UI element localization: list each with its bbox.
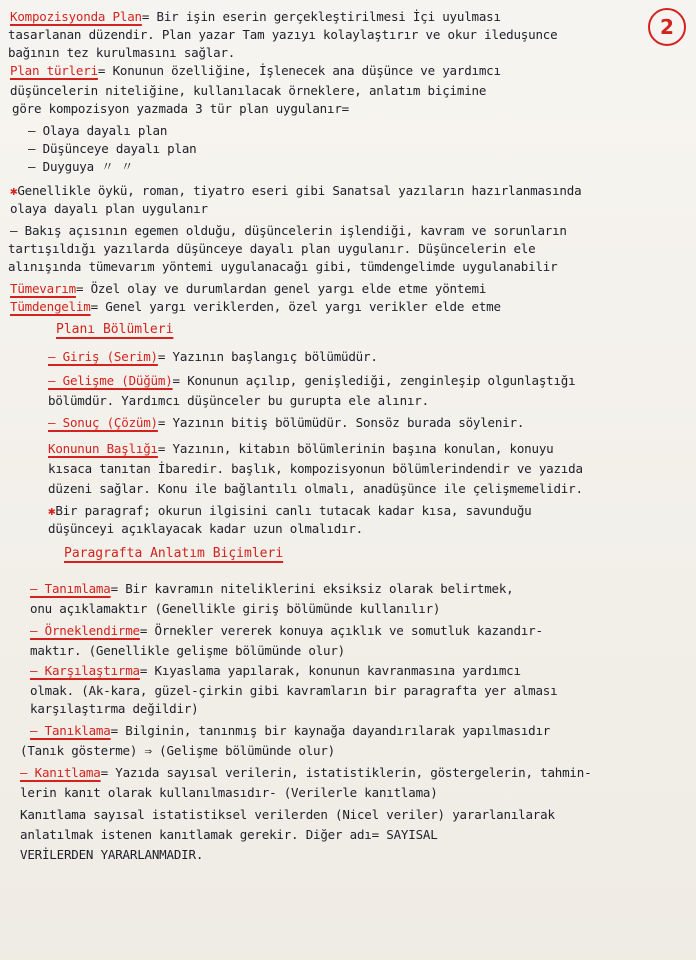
note-text: onu açıklamaktır (Genellikle giriş bölümünde kullanılır) [30, 601, 441, 616]
note-term: — Tanıklama [30, 723, 111, 738]
note-term: Tümdengelim [10, 299, 91, 314]
note-line [28, 122, 690, 140]
note-line [8, 26, 690, 44]
note-line [20, 826, 690, 844]
note-term: Plan türleri [10, 63, 98, 78]
note-line [30, 700, 690, 718]
note-line [10, 298, 690, 316]
section-heading: Paragrafta Anlatım Biçimleri [64, 546, 284, 561]
note-text: maktır. (Genellikle gelişme bölümünde olur) [30, 643, 346, 658]
note-text: göre kompozisyon yazmada 3 tür plan uygulanır= [12, 101, 349, 116]
note-line [10, 222, 690, 240]
note-text: alınışında tümevarım yöntemi uygulanacağı gibi, tümdengelimde uygulanabilir [8, 259, 558, 274]
note-term: Konunun Başlığı [48, 441, 158, 456]
note-text: Bir paragraf; okurun ilgisini canlı tutacak kadar kısa, savunduğu [55, 503, 532, 518]
note-line [20, 806, 690, 824]
section-heading: Planı Bölümleri [56, 322, 174, 337]
note-text: anlatılmak istenen kanıtlamak gerekir. Diğer adı= SAYISAL [20, 827, 438, 842]
note-text: = Yazının başlangıç bölümüdür. [157, 349, 378, 364]
note-term: — Sonuç (Çözüm) [48, 415, 158, 430]
note-text: = Genel yargı veriklerden, özel yargı verikler elde etme [90, 299, 501, 314]
note-line [48, 460, 690, 478]
note-line [10, 182, 690, 200]
note-text: — Duyguya 〃 〃 [28, 159, 134, 174]
note-term: Kompozisyonda Plan [10, 9, 142, 24]
note-text: = Kıyaslama yapılarak, konunun kavranmasına yardımcı [139, 663, 521, 678]
note-text: lerin kanıt olarak kullanılmasıdır- (Verilerle kanıtlama) [20, 785, 438, 800]
note-text: — Olaya dayalı plan [28, 123, 168, 138]
note-term: Tümevarım [10, 281, 76, 296]
note-text: = Bir işin eserin gerçekleştirilmesi İçi uyulması [141, 9, 501, 24]
note-line [48, 392, 690, 410]
note-line [48, 414, 690, 432]
note-line [48, 502, 690, 520]
note-text: — Düşünceye dayalı plan [28, 141, 197, 156]
note-line [28, 158, 690, 176]
note-text: karşılaştırma değildir) [30, 701, 199, 716]
note-line [30, 622, 690, 640]
note-line [48, 348, 690, 366]
note-text: = Örnekler vererek konuya açıklık ve somutluk kazandır- [139, 623, 543, 638]
note-line [8, 44, 690, 62]
note-line [48, 520, 690, 538]
note-text: = Bir kavramın niteliklerini eksiksiz olarak belirtmek, [110, 581, 514, 596]
note-line [30, 600, 690, 618]
note-term: — Gelişme (Düğüm) [48, 373, 173, 388]
note-text: VERİLERDEN YARARLANMADIR. [20, 847, 204, 862]
note-text: = Konunun açılıp, genişlediği, zenginleşip olgunlaştığı [172, 373, 576, 388]
note-text: olaya dayalı plan uygulanır [10, 201, 208, 216]
note-line [30, 682, 690, 700]
note-line [8, 258, 690, 276]
note-line [20, 846, 690, 864]
note-text: — Bakış açısının egemen olduğu, düşüncelerin işlendiği, kavram ve sorunların [10, 223, 567, 238]
note-line [10, 200, 690, 218]
note-line [30, 642, 690, 660]
note-term: — Karşılaştırma [30, 663, 140, 678]
note-text: bölümdür. Yardımcı düşünceler bu gurupta ele alınır. [48, 393, 429, 408]
note-term: — Örneklendirme [30, 623, 140, 638]
star-icon: ✱ [10, 183, 18, 198]
note-text: = Yazıda sayısal verilerin, istatistiklerin, göstergelerin, tahmin- [100, 765, 592, 780]
note-text: Genellikle öykü, roman, tiyatro eseri gibi Sanatsal yazıların hazırlanmasında [17, 183, 582, 198]
note-line [8, 240, 690, 258]
note-line [48, 480, 690, 498]
note-line [48, 372, 690, 390]
note-text: = Özel olay ve durumlardan genel yargı elde etme yöntemi [75, 281, 487, 296]
note-line [10, 82, 690, 100]
note-text: düzeni sağlar. Konu ile bağlantılı olmalı, anadüşünce ile çelişmemelidir. [48, 481, 583, 496]
note-text: düşüncelerin niteliğine, kullanılacak örneklere, anlatım biçimine [10, 83, 487, 98]
page-number: 2 [648, 8, 686, 46]
note-line [10, 280, 690, 298]
note-text: (Tanık gösterme) ⇒ (Gelişme bölümünde olur) [20, 743, 336, 758]
note-text: bağının tez kurulmasını sağlar. [8, 45, 236, 60]
note-line [20, 742, 690, 760]
note-line [20, 764, 690, 782]
note-text: = Yazının, kitabın bölümlerinin başına konulan, konuyu [157, 441, 554, 456]
note-line [30, 722, 690, 740]
note-line [30, 580, 690, 598]
note-line [48, 440, 690, 458]
note-term: — Tanımlama [30, 581, 111, 596]
note-text: tasarlanan düzendir. Plan yazar Tam yazıyı kolaylaştırır ve okur ileduşunce [8, 27, 558, 42]
note-text: tartışıldığı yazılarda düşünceye dayalı plan uygulanır. Düşüncelerin ele [8, 241, 536, 256]
note-line [10, 8, 690, 26]
note-line [28, 140, 690, 158]
note-text: = Bilginin, tanınmış bir kaynağa dayandırılarak yapılmasıdır [110, 723, 551, 738]
note-term: — Giriş (Serim) [48, 349, 158, 364]
note-text: Kanıtlama sayısal istatistiksel verilerden (Nicel veriler) yararlanılarak [20, 807, 555, 822]
note-line [10, 62, 690, 80]
note-line [30, 662, 690, 680]
star-icon: ✱ [48, 503, 56, 518]
note-line [20, 784, 690, 802]
note-line [12, 100, 690, 118]
note-text: olmak. (Ak-kara, güzel-çirkin gibi kavramların bir paragrafta yer alması [30, 683, 558, 698]
note-text: düşünceyi açıklayacak kadar uzun olmalıdır. [48, 521, 364, 536]
note-text: = Konunun özelliğine, İşlenecek ana düşünce ve yardımcı [97, 63, 501, 78]
note-text: kısaca tanıtan İbaredir. başlık, kompozisyonun bölümlerindendir ve yazıda [48, 461, 583, 476]
note-term: — Kanıtlama [20, 765, 101, 780]
note-text: = Yazının bitiş bölümüdür. Sonsöz burada söylenir. [157, 415, 525, 430]
